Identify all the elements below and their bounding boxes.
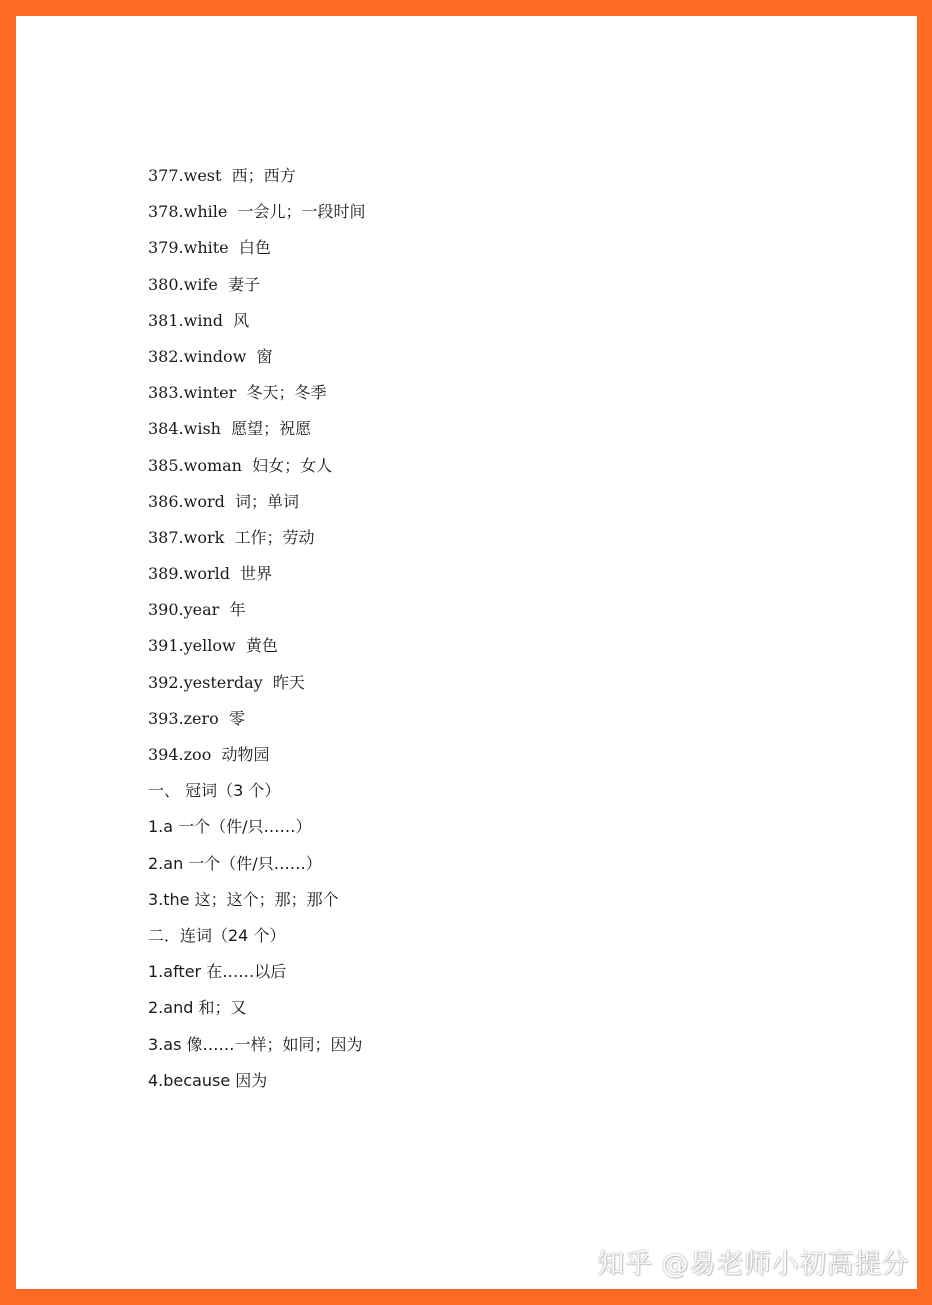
entry-word: zoo (183, 745, 212, 764)
article-entry: 3.the 这；这个；那；那个 (148, 889, 339, 909)
entry-word: wind (183, 310, 223, 330)
entry-word: year (183, 600, 220, 620)
entry-number: 390. (148, 600, 184, 620)
entry-number: 383. (148, 383, 184, 403)
vocab-entry (148, 701, 848, 737)
entry-meaning: 年 (229, 600, 246, 620)
entry-meaning: 动物园 (221, 745, 270, 764)
section-heading-articles: 一、 冠词（3 个） (148, 781, 281, 801)
vocab-entry (148, 556, 848, 592)
vocab-entry (148, 592, 848, 628)
vocab-entry (148, 194, 848, 230)
entry-word: yesterday (183, 672, 263, 692)
entry-number: 385. (148, 455, 184, 475)
entry-meaning: 西；西方 (231, 166, 296, 185)
entry-meaning: 黄色 (245, 636, 278, 656)
entry-number: 387. (148, 527, 184, 547)
entry-number: 389. (148, 564, 184, 584)
vocab-entry (148, 665, 848, 701)
entry-number: 394. (148, 745, 184, 764)
entry-number: 391. (148, 636, 184, 656)
entry-number: 393. (148, 708, 184, 728)
vocab-entry (148, 448, 848, 484)
vocab-entry (148, 484, 848, 520)
entry-word: woman (183, 455, 242, 475)
entry-meaning: 工作；劳动 (234, 527, 315, 547)
vocab-entry (148, 158, 848, 194)
entry-word: yellow (183, 636, 236, 656)
conjunction-entry: 4.because 因为 (148, 1070, 268, 1090)
vocab-entry (148, 230, 848, 266)
entry-number: 392. (148, 672, 184, 692)
section-heading-conjunctions: 二．连词（24 个） (148, 925, 286, 945)
entry-number: 382. (148, 346, 184, 366)
conjunction-entry: 3.as 像……一样；如同；因为 (148, 1034, 363, 1054)
entry-word: wife (183, 274, 218, 294)
conjunction-entry: 1.after 在……以后 (148, 962, 287, 982)
entry-number: 377. (148, 166, 184, 185)
zhihu-watermark: 知乎 @易老师小初高提分 (597, 1249, 909, 1280)
vocab-entry (148, 339, 848, 375)
entry-meaning: 白色 (238, 238, 271, 258)
entry-word: window (183, 346, 247, 366)
entry-word: wish (183, 419, 221, 439)
entry-meaning: 零 (228, 708, 245, 728)
entry-word: while (183, 202, 228, 222)
entry-meaning: 一会儿；一段时间 (237, 202, 366, 222)
article-entry: 2.an 一个（件/只……） (148, 853, 322, 873)
entry-number: 381. (148, 310, 184, 330)
entry-meaning: 愿望；祝愿 (231, 419, 312, 439)
vocab-entry (148, 411, 848, 447)
vocab-entry (148, 628, 848, 664)
vocab-entry (148, 520, 848, 556)
entry-meaning: 词；单词 (235, 491, 300, 511)
entry-meaning: 世界 (240, 564, 273, 584)
entry-meaning: 妇女；女人 (252, 455, 333, 475)
entry-number: 386. (148, 491, 184, 511)
vocab-entry (148, 737, 848, 773)
entry-meaning: 冬天；冬季 (246, 383, 327, 403)
entry-word: winter (183, 383, 237, 403)
entry-word: word (183, 491, 225, 511)
vocab-entry (148, 267, 848, 303)
entry-number: 379. (148, 238, 184, 258)
entry-word: zero (183, 708, 219, 728)
entry-number: 384. (148, 419, 184, 439)
entry-word: work (183, 527, 225, 547)
vocab-content (148, 158, 848, 1099)
entry-number: 378. (148, 202, 184, 222)
entry-number: 380. (148, 274, 184, 294)
entry-meaning: 窗 (256, 346, 273, 366)
entry-word: world (183, 564, 230, 584)
article-entry: 1.a 一个（件/只……） (148, 817, 312, 837)
entry-meaning: 昨天 (272, 672, 305, 692)
entry-meaning: 妻子 (228, 274, 261, 294)
conjunction-entry: 2.and 和；又 (148, 998, 247, 1018)
vocab-entry (148, 375, 848, 411)
entry-meaning: 风 (233, 310, 250, 330)
vocab-entry (148, 303, 848, 339)
entry-word: white (183, 238, 229, 258)
entry-word: west (183, 166, 222, 185)
